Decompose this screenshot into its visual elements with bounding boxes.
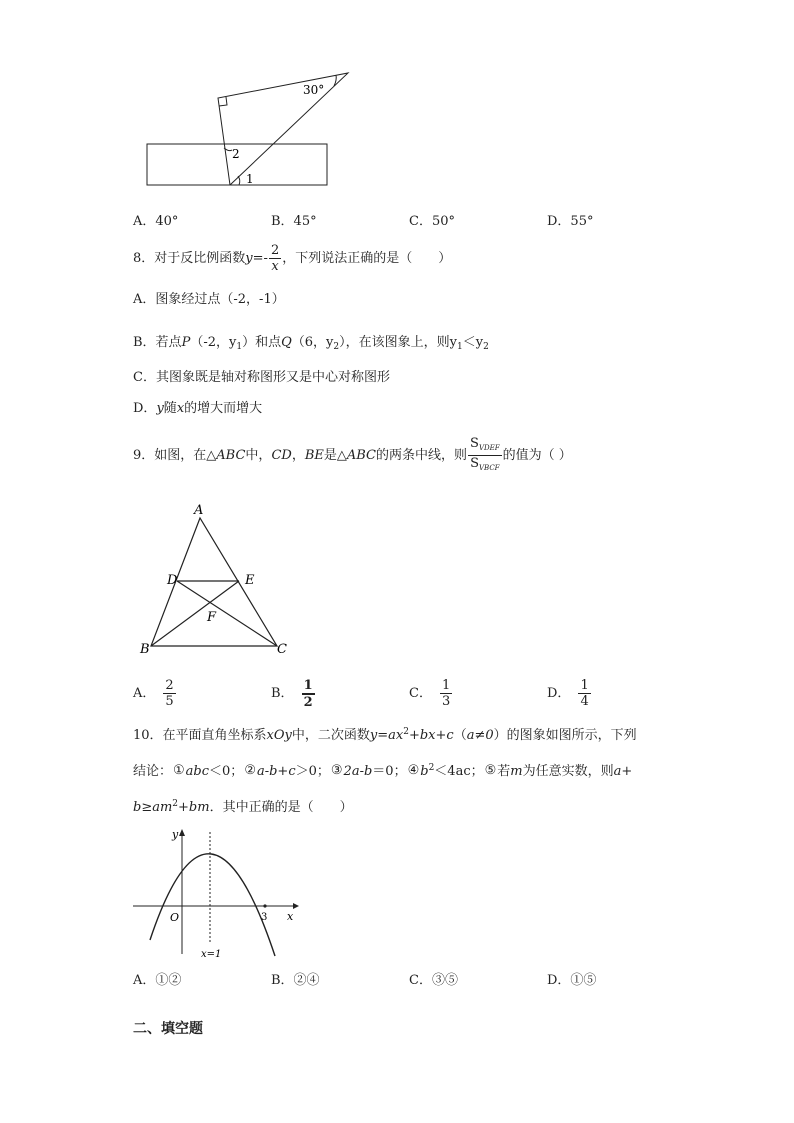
q8-optb-sub2: 2 bbox=[333, 342, 340, 352]
q10-option-c[interactable]: C．③⑤ bbox=[409, 973, 458, 988]
x-axis-label: x bbox=[287, 910, 294, 923]
q8-optb-sub3: 1 bbox=[456, 342, 463, 352]
q8-optb-q: Q bbox=[281, 335, 292, 350]
q8-optb-text6: ＜y bbox=[462, 335, 484, 350]
q10-l1-sup: 2 bbox=[403, 727, 409, 737]
q9-fraction bbox=[468, 437, 502, 476]
q8-prefix: 8．对于反比例函数 bbox=[133, 251, 246, 266]
q9-frac-den bbox=[468, 456, 502, 476]
q7-option-a[interactable]: A．40° bbox=[133, 214, 179, 229]
q10-l2-b: abc bbox=[185, 764, 210, 779]
q10-l2-k: 为任意实数，则 bbox=[522, 764, 614, 779]
q8-option-b[interactable] bbox=[133, 334, 489, 356]
q10-circle-4: ④ bbox=[407, 763, 420, 778]
q8-optb-text3: ）和点 bbox=[242, 335, 282, 350]
q10-option-a[interactable]: A．①② bbox=[133, 973, 182, 988]
q10-l3-b: +bm bbox=[178, 800, 210, 815]
q9-abc1: ABC bbox=[216, 448, 246, 463]
q10-l1-eq: y=ax bbox=[369, 728, 404, 743]
q9-figure bbox=[135, 498, 295, 663]
q9-option-c[interactable] bbox=[409, 676, 453, 712]
q9-optc-num: 1 bbox=[441, 678, 451, 693]
set-square-triangle bbox=[218, 73, 348, 185]
y-axis-arrow bbox=[179, 829, 185, 836]
q10-l1-cond: a≠0 bbox=[466, 728, 494, 743]
q8-frac-num: 2 bbox=[270, 243, 280, 258]
vertex-d-label: D bbox=[167, 573, 178, 588]
q8-optd-text3: 的增大而增大 bbox=[184, 401, 263, 416]
q8-y: y bbox=[245, 251, 253, 266]
q9-be: BE bbox=[304, 448, 324, 463]
q10-l1-b: 中，二次函数 bbox=[291, 728, 370, 743]
section-heading: 二、填空题 bbox=[133, 1021, 203, 1037]
vertex-b-label: B bbox=[140, 642, 150, 657]
angle-2-label: 2 bbox=[232, 147, 240, 161]
q9-suffix: 的值为（ ） bbox=[502, 448, 572, 463]
q9-opta-label: A． bbox=[133, 686, 156, 701]
q10-circle-5: ⑤ bbox=[484, 763, 497, 778]
q9-optb-den: 2 bbox=[303, 694, 313, 710]
q10-l3-c: ．其中正确的是（ ） bbox=[209, 800, 353, 815]
q7-figure bbox=[140, 66, 360, 192]
q9-mid3: 的两条中线，则 bbox=[376, 448, 468, 463]
origin-label: O bbox=[170, 911, 180, 924]
x-axis-arrow bbox=[293, 903, 299, 909]
q9-den-sub: VBCF bbox=[478, 463, 500, 472]
q10-l2-l: a+ bbox=[613, 764, 633, 779]
tick-3-label: 3 bbox=[261, 912, 268, 923]
q10-l2-c: ＜0； bbox=[209, 764, 244, 779]
parabola-curve bbox=[150, 854, 275, 956]
q9-optc-label: C． bbox=[409, 686, 432, 701]
q10-l2-sup: 2 bbox=[428, 763, 435, 773]
q10-l3-a: b≥am bbox=[133, 800, 173, 815]
q9-mid1: 中， bbox=[245, 448, 272, 463]
q8-optb-sub1: 1 bbox=[236, 342, 243, 352]
q8-suffix: ，下列说法正确的是（ ） bbox=[282, 251, 452, 266]
q10-l1-c: （ bbox=[453, 728, 467, 743]
q10-option-d[interactable]: D．①⑤ bbox=[547, 973, 597, 988]
q7-option-b[interactable]: B．45° bbox=[271, 214, 317, 229]
q9-opta-den: 5 bbox=[165, 694, 174, 709]
q10-l2-j: 若 bbox=[497, 764, 511, 779]
q10-l3-sup: 2 bbox=[172, 799, 179, 809]
q8-optb-p: P bbox=[181, 335, 191, 350]
q8-optb-text2: （-2，y bbox=[190, 335, 237, 350]
q9-mid2: 是△ bbox=[323, 448, 347, 463]
q8-optd-text1: D． bbox=[133, 401, 157, 416]
q10-l2-a: 结论： bbox=[133, 764, 173, 779]
q8-optd-x: x bbox=[176, 401, 185, 416]
q9-abc2: ABC bbox=[346, 448, 377, 463]
vertex-e-label: E bbox=[245, 573, 255, 588]
q10-figure bbox=[128, 826, 303, 964]
q9-num-sub: VDEF bbox=[478, 443, 500, 452]
q9-den-s: S bbox=[470, 455, 479, 471]
q9-optc-fraction bbox=[440, 679, 452, 709]
y-axis-label: y bbox=[172, 828, 179, 841]
x-eq-1-label: x=1 bbox=[201, 949, 222, 960]
q10-circle-3: ③ bbox=[330, 763, 343, 778]
q10-l2-i: ＜4ac； bbox=[434, 764, 484, 779]
q10-l1-xoy: xOy bbox=[266, 728, 292, 743]
q9-optb-label: B． bbox=[271, 686, 294, 701]
q9-opta-fraction bbox=[163, 679, 175, 709]
q9-optb-fraction bbox=[302, 679, 315, 710]
q10-l2-f: 2a-b bbox=[343, 764, 373, 779]
q10-option-b[interactable]: B．②④ bbox=[271, 973, 320, 988]
q10-l2-h: b bbox=[420, 764, 429, 779]
q10-line1 bbox=[133, 723, 637, 745]
q9-optd-den: 4 bbox=[580, 694, 589, 709]
q10-l2-g: ＝0； bbox=[372, 764, 407, 779]
q8-optd-text2: 随 bbox=[163, 401, 177, 416]
q10-l1-d: ）的图象如图所示，下列 bbox=[493, 728, 637, 743]
q8-stem bbox=[133, 241, 451, 277]
q8-optb-text5: ），在该图象上，则y bbox=[339, 335, 457, 350]
q10-line3 bbox=[133, 795, 353, 817]
q9-cd: CD bbox=[271, 448, 292, 463]
q9-prefix: 9．如图，在△ bbox=[133, 448, 217, 463]
angle-1-label: 1 bbox=[246, 172, 254, 186]
q10-circle-1: ① bbox=[173, 763, 185, 778]
q8-fraction bbox=[269, 244, 281, 274]
q10-l1-a: 10．在平面直角坐标系 bbox=[133, 728, 267, 743]
root-point bbox=[263, 904, 266, 907]
q9-stem bbox=[133, 436, 572, 476]
q9-num-s: S bbox=[470, 435, 479, 451]
q9-comma: ， bbox=[291, 448, 305, 463]
q8-eq: =- bbox=[252, 251, 268, 266]
q9-opta-num: 2 bbox=[165, 678, 174, 693]
q7-option-d[interactable]: D．55° bbox=[547, 214, 594, 229]
q8-option-a[interactable]: A．图象经过点（-2，-1） bbox=[133, 292, 285, 307]
q9-option-d[interactable] bbox=[547, 676, 592, 712]
right-angle-mark bbox=[219, 97, 227, 106]
segment-cd bbox=[177, 581, 277, 646]
vertex-f-label: F bbox=[207, 610, 217, 625]
q8-optb-sub4: 2 bbox=[483, 342, 489, 352]
q8-optd-y: y bbox=[156, 401, 164, 416]
q9-optb-num: 1 bbox=[303, 677, 313, 693]
q8-option-c[interactable]: C．其图象既是轴对称图形又是中心对称图形 bbox=[133, 370, 390, 385]
q8-optb-text1: B．若点 bbox=[133, 335, 182, 350]
q10-line2 bbox=[133, 759, 632, 781]
q9-optc-den: 3 bbox=[441, 694, 451, 709]
q9-option-b[interactable] bbox=[271, 676, 316, 712]
q8-frac-den: x bbox=[271, 259, 279, 274]
q8-optb-text4: （6，y bbox=[291, 335, 334, 350]
q9-frac-num bbox=[468, 437, 502, 456]
vertex-a-label: A bbox=[194, 503, 204, 518]
q9-optd-label: D． bbox=[547, 686, 571, 701]
q10-l2-d: a-b+c bbox=[256, 764, 296, 779]
q10-l1-eq2: +bx+c bbox=[408, 728, 454, 743]
q10-circle-2: ② bbox=[244, 763, 256, 778]
q9-optd-num: 1 bbox=[580, 678, 589, 693]
angle-30-label: 30° bbox=[303, 83, 325, 97]
q10-l2-e: ＞0； bbox=[295, 764, 330, 779]
q7-option-c[interactable]: C．50° bbox=[409, 214, 455, 229]
q8-option-d[interactable] bbox=[133, 400, 262, 418]
segment-be bbox=[151, 581, 239, 646]
q9-optd-fraction bbox=[578, 679, 590, 709]
q9-option-a[interactable] bbox=[133, 676, 177, 712]
vertex-c-label: C bbox=[277, 642, 287, 657]
q10-l2-m: m bbox=[510, 764, 523, 779]
